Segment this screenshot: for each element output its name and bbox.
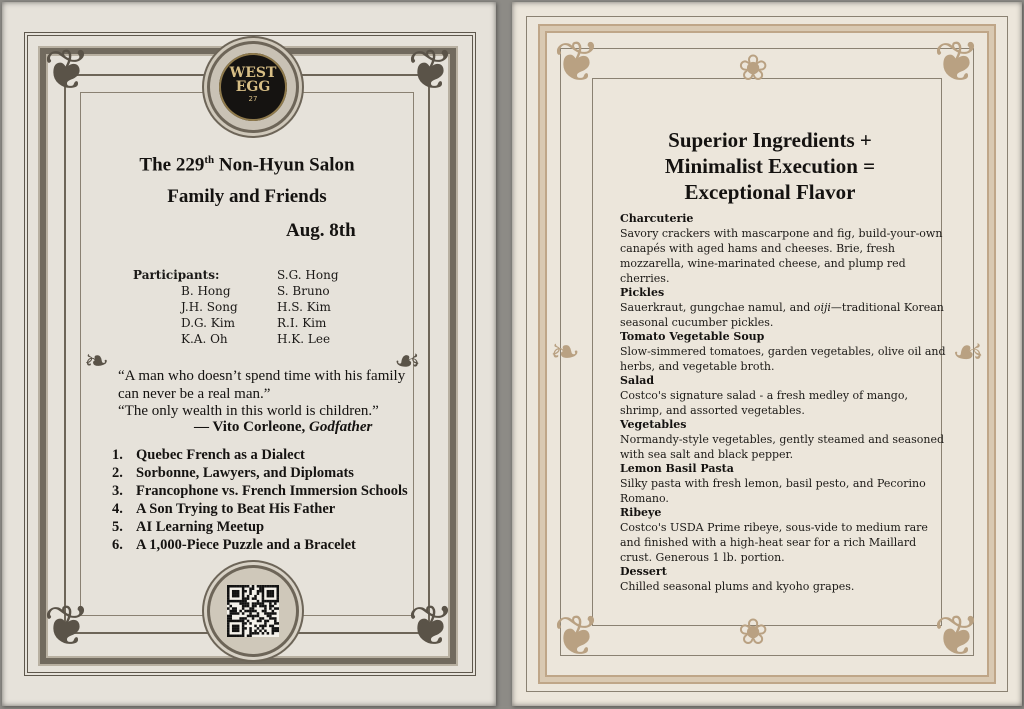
menu-headline: Superior Ingredients + Minimalist Execution = Exceptional Flavor [664,128,876,204]
participants-label: Participants: [133,268,220,282]
course-description: Chilled seasonal plums and kyoho grapes. [620,580,855,593]
course-name: Lemon Basil Pasta [620,462,734,475]
quote-line: “A man who doesn’t spend time with his family [118,368,406,384]
course-name: Salad [620,374,655,387]
participant-name: B. Hong [181,284,231,298]
quote-line: can never be a real man.” [118,386,271,402]
topic-item: 4. A Son Trying to Beat His Father [112,501,336,517]
topic-item: 3. Francophone vs. French Immersion Schools [112,483,408,499]
topic-item: 2. Sorbonne, Lawyers, and Diplomats [112,465,354,481]
course-description: Costco's USDA Prime ribeye, sous-vide to medium rare and finished with a high-heat sear for a rich Maillard crust. Generous 1 lb. portion. [620,521,928,564]
participant-name: H.K. Lee [277,332,331,346]
course-description: Slow-simmered tomatoes, garden vegetables, olive oil and herbs, and vegetable broth. [620,345,946,373]
course-description: Savory crackers with mascarpone and fig, build-your-own canapés with aged hams and cheeses. Brie, fresh mozzarella, wine-marinated cheese, and plump red cherries. [620,227,943,285]
flourish-corner-icon: ❦ [407,594,455,659]
salon-subtitle: Family and Friends [167,186,327,207]
scroll-ornament-icon: ❧ [84,344,110,379]
participant-name: J.H. Song [181,300,238,314]
logo-medallion [210,44,296,130]
west-egg-logo: WEST EGG 27 [219,53,287,121]
flourish-corner-icon: ❦ [933,30,981,95]
flourish-corner-icon: ❦ [553,604,601,669]
course-description: Sauerkraut, gungchae namul, and oiji—traditional Korean seasonal cucumber pickles. [620,301,944,329]
flourish-corner-icon: ❦ [43,38,91,103]
course-description: Costco's signature salad - a fresh medley of mango, shrimp, and assorted vegetables. [620,389,908,417]
participant-name: H.S. Kim [277,300,331,314]
flourish-corner-icon: ❦ [553,30,601,95]
course-name: Ribeye [620,506,662,519]
scroll-ornament-icon: ☙ [952,332,985,373]
course-name: Vegetables [620,418,687,431]
course-name: Charcuterie [620,212,694,225]
participant-name: R.I. Kim [277,316,327,330]
crest-ornament-icon: ❀ [738,612,769,653]
qr-code-icon[interactable] [227,585,279,637]
participant-name: K.A. Oh [181,332,228,346]
qr-medallion [210,568,296,654]
course-description: Normandy-style vegetables, gently steamed and seasoned with sea salt and black pepper. [620,433,945,461]
scroll-ornament-icon: ☙ [394,344,421,379]
topic-item: 6. A 1,000-Piece Puzzle and a Bracelet [112,537,356,553]
flourish-corner-icon: ❦ [407,38,455,103]
salon-date: Aug. 8th [286,220,356,241]
menu-list [620,212,950,594]
course-name: Dessert [620,565,667,578]
flourish-corner-icon: ❦ [933,604,981,669]
salon-title: The 229th Non-Hyun Salon [139,154,355,176]
course-description: Silky pasta with fresh lemon, basil pesto, and Pecorino Romano. [620,477,926,505]
participant-name: D.G. Kim [181,316,235,330]
quote-attribution: — Vito Corleone, Godfather [194,419,373,435]
topic-item: 1. Quebec French as a Dialect [112,447,305,463]
course-name: Tomato Vegetable Soup [620,330,765,343]
participant-name: S. Bruno [277,284,330,298]
crest-ornament-icon: ❀ [738,48,769,89]
course-name: Pickles [620,286,665,299]
quote-line: “The only wealth in this world is children.” [118,403,379,419]
participant-name: S.G. Hong [277,268,339,282]
scroll-ornament-icon: ❧ [550,332,581,373]
flourish-corner-icon: ❦ [43,594,91,659]
topic-item: 5. AI Learning Meetup [112,519,265,535]
